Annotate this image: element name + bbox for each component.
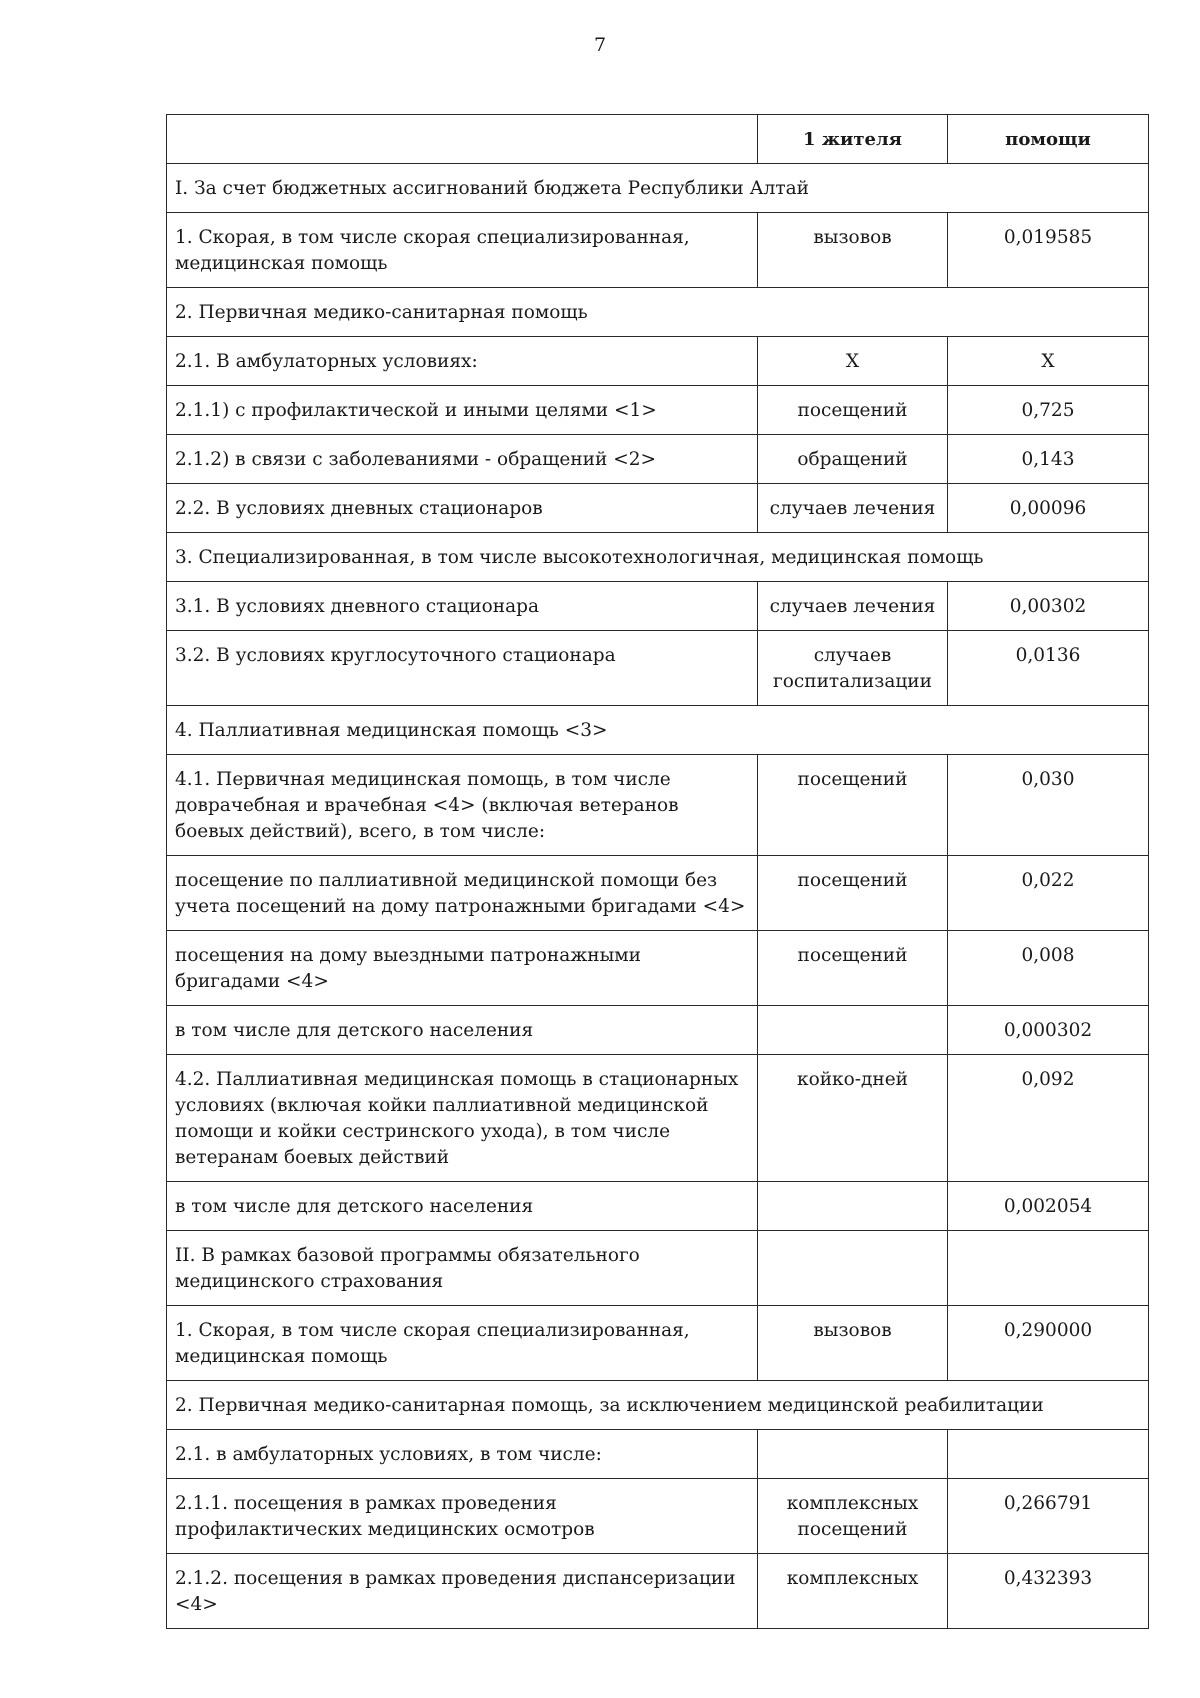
header-unit-cell: 1 жителя (758, 115, 948, 164)
row-value-cell (948, 1231, 1149, 1306)
row-name-cell: 3.2. В условиях круглосуточного стационара (167, 631, 758, 706)
table-row (167, 386, 1149, 435)
section-row (167, 288, 1149, 337)
row-unit-cell: случаев лечения (758, 582, 948, 631)
row-unit-cell: случаев госпитализации (758, 631, 948, 706)
row-name-cell: в том числе для детского населения (167, 1182, 758, 1231)
row-unit-cell: X (758, 337, 948, 386)
row-value-cell: 0,290000 (948, 1306, 1149, 1381)
norms-table (166, 114, 1149, 1629)
row-value-cell: 0,143 (948, 435, 1149, 484)
table-row (167, 1554, 1149, 1629)
row-unit-cell: вызовов (758, 1306, 948, 1381)
row-unit-cell: койко-дней (758, 1055, 948, 1182)
section-title: 3. Специализированная, в том числе высокотехнологичная, медицинская помощь (167, 533, 1149, 582)
row-value-cell: 0,432393 (948, 1554, 1149, 1629)
row-name-cell: посещения на дому выездными патронажными бригадами <4> (167, 931, 758, 1006)
row-unit-cell: посещений (758, 931, 948, 1006)
row-value-cell: 0,008 (948, 931, 1149, 1006)
row-unit-cell (758, 1430, 948, 1479)
row-unit-cell (758, 1006, 948, 1055)
row-value-cell: 0,019585 (948, 213, 1149, 288)
row-value-cell: 0,00302 (948, 582, 1149, 631)
row-value-cell: 0,725 (948, 386, 1149, 435)
row-name-cell: 1. Скорая, в том числе скорая специализированная, медицинская помощь (167, 1306, 758, 1381)
table-row (167, 755, 1149, 856)
row-value-cell: 0,022 (948, 856, 1149, 931)
row-unit-cell (758, 1231, 948, 1306)
row-name-cell: 2.1. в амбулаторных условиях, в том числе: (167, 1430, 758, 1479)
row-unit-cell: случаев лечения (758, 484, 948, 533)
table-row (167, 1055, 1149, 1182)
header-name-cell (167, 115, 758, 164)
table-row (167, 1182, 1149, 1231)
row-name-cell: 4.1. Первичная медицинская помощь, в том числе доврачебная и врачебная <4> (включая ветеранов боевых действий), всего, в том числе: (167, 755, 758, 856)
section-row (167, 164, 1149, 213)
table-header-row (167, 115, 1149, 164)
row-unit-cell: посещений (758, 856, 948, 931)
row-unit-cell: комплексных посещений (758, 1479, 948, 1554)
row-unit-cell: обращений (758, 435, 948, 484)
page-number: 7 (593, 34, 607, 56)
row-value-cell (948, 1430, 1149, 1479)
section-title: 4. Паллиативная медицинская помощь <3> (167, 706, 1149, 755)
section-title: 2. Первичная медико-санитарная помощь, за исключением медицинской реабилитации (167, 1381, 1149, 1430)
row-value-cell: 0,002054 (948, 1182, 1149, 1231)
row-name-cell: 2.1.2) в связи с заболеваниями - обращений <2> (167, 435, 758, 484)
row-name-cell: 2.1.2. посещения в рамках проведения диспансеризации <4> (167, 1554, 758, 1629)
row-unit-cell (758, 1182, 948, 1231)
section-row (167, 1381, 1149, 1430)
row-value-cell: 0,000302 (948, 1006, 1149, 1055)
table-row (167, 856, 1149, 931)
section-title: I. За счет бюджетных ассигнований бюджета Республики Алтай (167, 164, 1149, 213)
table-row (167, 484, 1149, 533)
table-row (167, 213, 1149, 288)
row-name-cell: 2.1.1) с профилактической и иными целями <1> (167, 386, 758, 435)
table-row (167, 1006, 1149, 1055)
row-name-cell: 2.1. В амбулаторных условиях: (167, 337, 758, 386)
row-name-cell: 1. Скорая, в том числе скорая специализированная, медицинская помощь (167, 213, 758, 288)
row-unit-cell: комплексных (758, 1554, 948, 1629)
table-row (167, 337, 1149, 386)
row-name-cell: 2.2. В условиях дневных стационаров (167, 484, 758, 533)
row-name-cell: посещение по паллиативной медицинской помощи без учета посещений на дому патронажными бригадами <4> (167, 856, 758, 931)
row-name-cell: 4.2. Паллиативная медицинская помощь в стационарных условиях (включая койки паллиативной медицинской помощи и койки сестринского ухода), в том числе ветеранам боевых действий (167, 1055, 758, 1182)
row-value-cell: 0,0136 (948, 631, 1149, 706)
table-row (167, 931, 1149, 1006)
row-name-cell: 2.1.1. посещения в рамках проведения профилактических медицинских осмотров (167, 1479, 758, 1554)
row-unit-cell: вызовов (758, 213, 948, 288)
section-title: 2. Первичная медико-санитарная помощь (167, 288, 1149, 337)
row-unit-cell: посещений (758, 755, 948, 856)
section-row (167, 706, 1149, 755)
table-row (167, 631, 1149, 706)
row-value-cell: 0,092 (948, 1055, 1149, 1182)
table-row (167, 1479, 1149, 1554)
table-row (167, 435, 1149, 484)
table-row (167, 1430, 1149, 1479)
header-value-cell: помощи (948, 115, 1149, 164)
table-body (167, 115, 1149, 1629)
row-value-cell: 0,266791 (948, 1479, 1149, 1554)
row-name-cell: 3.1. В условиях дневного стационара (167, 582, 758, 631)
table-row (167, 582, 1149, 631)
table-row (167, 1306, 1149, 1381)
row-name-cell: II. В рамках базовой программы обязательного медицинского страхования (167, 1231, 758, 1306)
row-value-cell: X (948, 337, 1149, 386)
row-value-cell: 0,030 (948, 755, 1149, 856)
table-row (167, 1231, 1149, 1306)
row-name-cell: в том числе для детского населения (167, 1006, 758, 1055)
row-unit-cell: посещений (758, 386, 948, 435)
section-row (167, 533, 1149, 582)
row-value-cell: 0,00096 (948, 484, 1149, 533)
